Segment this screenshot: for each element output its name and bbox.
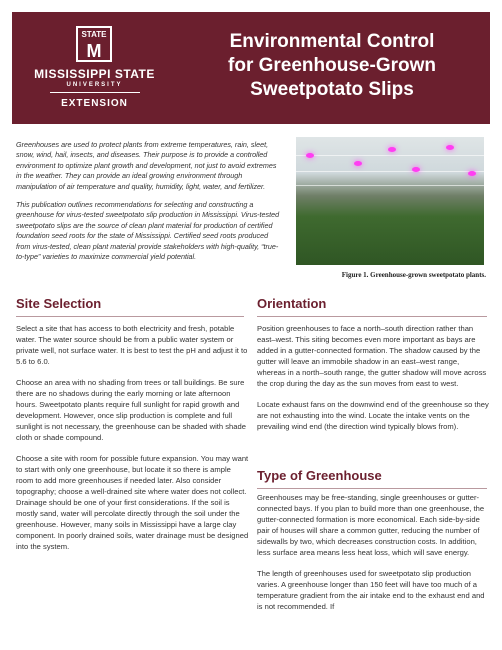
body-paragraph: Locate exhaust fans on the downwind end of the greenhouse so they are not exhausting into the wind. Locate the intake vents on the prevailing wind end (the direction wind typically blows from). <box>257 400 489 431</box>
body-paragraph: Choose an area with no shading from trees or tall buildings. Be sure there are no shadows during the early morning or late afternoon hours. Sweetpotato plants require full sunlight for rapid growth and development. However, once slip production is complete and full sunlight is not necessary, the greenhouse can be shaded with shade cloth or shade compound. <box>16 378 246 442</box>
intro-paragraph: This publication outlines recommendations for selecting and constructing a greenhouse for virus-tested sweetpotato slip production in Mississippi. Virus-tested sweetpotato slips are the source of clean plant material for production of certified foundation seed roots for the state of Mississippi. Certified seed roots produced from virus-tested, clean plant material provide stakeholders with high-quality, “true-to-type” varieties to maximize commercial yield potential. <box>16 200 280 262</box>
grow-light <box>446 145 454 150</box>
logo-university-name: MISSISSIPPI STATE <box>34 67 155 81</box>
section-rule <box>257 488 487 489</box>
page-title <box>182 30 482 102</box>
title-line: Sweetpotato Slips <box>250 79 414 100</box>
section-rule <box>257 316 487 317</box>
grow-light <box>388 147 396 152</box>
header-banner <box>12 12 490 124</box>
body-paragraph: Position greenhouses to face a north–south direction rather than east–west. This siting becomes even more important as bays are added in a gutter-connected formation. The shadow caused by the gutter will leave an immobile shadow in an east–west range, whereas in a north–south range, the gutter shadow will move across the crop during the day as the sun moves from east to west. <box>257 324 487 388</box>
grow-light <box>306 153 314 158</box>
type-of-greenhouse-heading: Type of Greenhouse <box>257 468 382 483</box>
body-paragraph: Choose a site with room for possible future expansion. You may want to start with only one greenhouse, but locate it so there is ample room to add more greenhouses if needed later. Also consider topography; choose a well-drained site where water does not collect. Drainage should be one of your first considerations. If the soil is mostly sand, water will percolate directly through the soil under the greenhouse. However, many soils in Mississippi have a large clay component. In poorly drained soils, water drainage must be designed into the system. <box>16 454 249 551</box>
site-selection-body <box>16 323 249 562</box>
greenhouse-photo <box>296 137 484 265</box>
site-selection-heading: Site Selection <box>16 296 102 311</box>
orientation-body <box>257 323 489 442</box>
title-line: Environmental Control <box>229 31 435 52</box>
msu-extension-logo <box>12 12 177 124</box>
body-paragraph: The length of greenhouses used for sweetpotato slip production varies. A greenhouse longer than 150 feet will have too much of a temperature gradient from the air intake end to the exhaust end and is not recommended. If <box>257 569 485 611</box>
logo-m-text: M <box>86 41 102 61</box>
section-rule <box>16 316 244 317</box>
intro-paragraph: Greenhouses are used to protect plants from extreme temperatures, rain, sleet, snow, wind, hail, insects, and diseases. Their purpose is to provide a controlled environment to optimize plant growth and development, not just to avoid extremes in the weather. They can provide an ideal growing environment through manipulation of air temperature and quality, humidity, light, water, and fertilizer. <box>16 140 277 191</box>
title-line: for Greenhouse-Grown <box>228 55 436 76</box>
grow-light <box>468 171 476 176</box>
logo-state-text: STATE <box>81 30 107 39</box>
type-of-greenhouse-body <box>257 492 489 622</box>
figure-caption: Figure 1. Greenhouse-grown sweetpotato plants. <box>341 271 486 279</box>
grow-light <box>412 167 420 172</box>
logo-university-word: UNIVERSITY <box>66 82 123 88</box>
msu-emblem-icon <box>76 26 112 62</box>
grow-light <box>354 161 362 166</box>
logo-extension-word: EXTENSION <box>61 98 128 109</box>
body-paragraph: Select a site that has access to both electricity and fresh, potable water. The water source should be from a public water system or private well, not surface water. It is best to test the pH and adjust it to 5.6 to 6.0. <box>16 324 248 366</box>
greenhouse-frame-line <box>296 171 484 172</box>
greenhouse-frame-line <box>296 155 484 156</box>
body-paragraph: Greenhouses may be free-standing, single greenhouses or gutter-connected bays. If you plan to build more than one greenhouse, the gutter-connected formation is more economical. Each side-by-side pair of houses will share a common gutter, reducing the number of sidewalls by two, which decreases construction costs. In addition, less surface area means less heat loss, which will save energy. <box>257 493 485 557</box>
greenhouse-frame-line <box>296 185 484 186</box>
orientation-heading: Orientation <box>257 296 327 311</box>
intro-text <box>16 140 282 270</box>
logo-divider <box>50 92 140 93</box>
